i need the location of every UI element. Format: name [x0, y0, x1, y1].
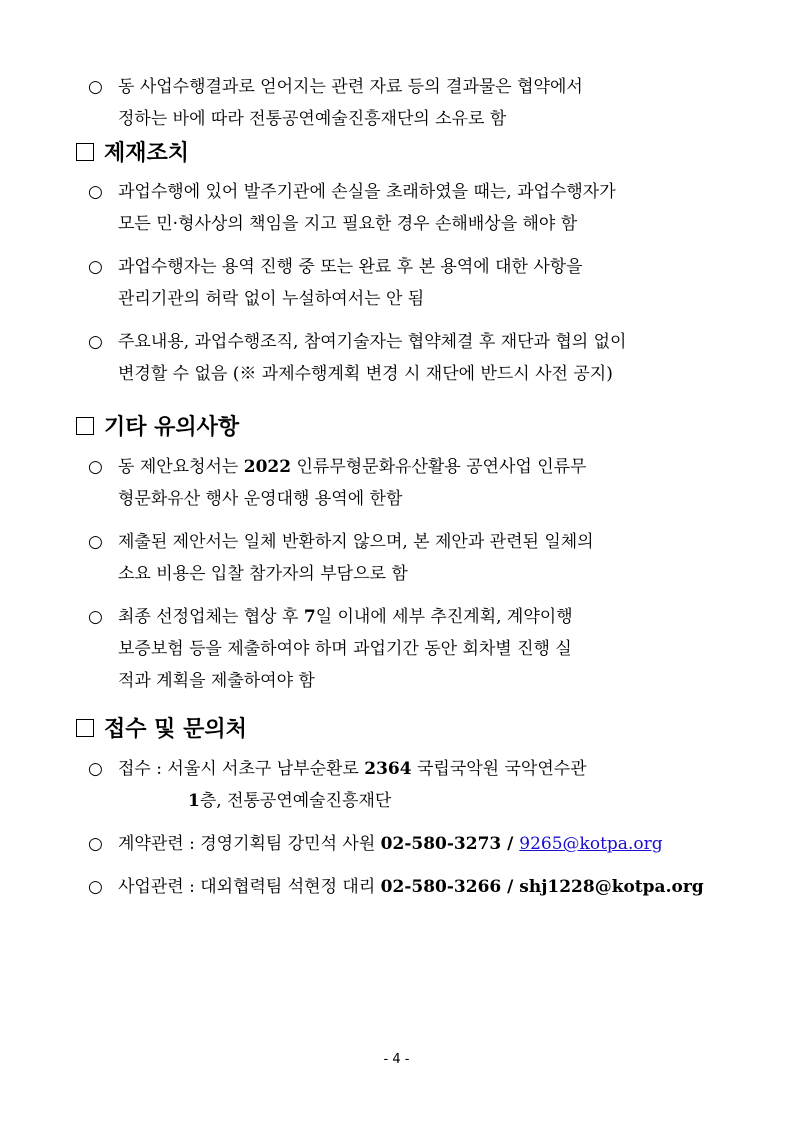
bullet-icon: ○: [88, 607, 103, 627]
business-email: shj1228@kotpa.org: [519, 877, 704, 897]
bullet-icon: ○: [88, 877, 103, 897]
bullet-icon: ○: [88, 457, 103, 477]
list-item: ○ 동 제안요청서는 2022 인류무형문화유산활용 공연사업 인류무: [88, 457, 587, 477]
list-item: ○ 제출된 제안서는 일체 반환하지 않으며, 본 제안과 관련된 일체의: [88, 532, 594, 552]
checkbox-square-icon: [76, 417, 94, 435]
checkbox-square-icon: [76, 719, 94, 737]
contract-email-link[interactable]: 9265@kotpa.org: [519, 834, 663, 854]
bullet-icon: ○: [88, 257, 103, 277]
checkbox-square-icon: [76, 143, 94, 161]
list-item: ○ 최종 선정업체는 협상 후 7일 이내에 세부 추진계획, 계약이행: [88, 607, 573, 627]
contract-phone: 02-580-3273: [380, 834, 502, 854]
list-item: ○ 주요내용, 과업수행조직, 참여기술자는 협약체결 후 재단과 협의 없이: [88, 332, 627, 352]
list-item: ○ 과업수행에 있어 발주기관에 손실을 초래하였을 때는, 과업수행자가: [88, 182, 616, 202]
contract-contact-line: ○ 계약관련 : 경영기획팀 강민석 사원 02-580-3273 / 9265@kotpa.org: [88, 834, 663, 854]
list-item-cont: 보증보험 등을 제출하여야 하며 과업기간 동안 회차별 진행 실: [118, 639, 572, 659]
intro-line-2: 정하는 바에 따라 전통공연예술진흥재단의 소유로 함: [118, 109, 507, 129]
bullet-icon: ○: [88, 77, 103, 97]
contact-heading: 접수 및 문의처: [76, 716, 247, 744]
notes-heading: 기타 유의사항: [76, 414, 239, 442]
list-item-cont: 관리기관의 허락 없이 누설하여서는 안 됨: [118, 289, 425, 309]
bullet-icon: ○: [88, 182, 103, 202]
list-item-cont: 모든 민·형사상의 책임을 지고 필요한 경우 손해배상을 해야 함: [118, 214, 578, 234]
list-item: ○ 과업수행자는 용역 진행 중 또는 완료 후 본 용역에 대한 사항을: [88, 257, 583, 277]
list-item-cont: 변경할 수 없음 (※ 과제수행계획 변경 시 재단에 반드시 사전 공지): [118, 364, 613, 384]
list-item-cont: 적과 계획을 제출하여야 함: [118, 671, 315, 691]
reception-line: ○ 접수 : 서울시 서초구 남부순환로 2364 국립국악원 국악연수관: [88, 759, 587, 779]
business-phone: 02-580-3266: [380, 877, 502, 897]
bullet-icon: ○: [88, 532, 103, 552]
bullet-icon: ○: [88, 759, 103, 779]
sanctions-heading: 제재조치: [76, 140, 189, 168]
bullet-icon: ○: [88, 332, 103, 352]
business-contact-line: ○ 사업관련 : 대외협력팀 석현정 대리 02-580-3266 / shj1228@kotpa.org: [88, 877, 704, 897]
bullet-icon: ○: [88, 834, 103, 854]
intro-line-1: ○ 동 사업수행결과로 얻어지는 관련 자료 등의 결과물은 협약에서: [88, 77, 583, 97]
list-item-cont: 형문화유산 행사 운영대행 용역에 한함: [118, 489, 403, 509]
reception-line-2: 1층, 전통공연예술진흥재단: [188, 791, 392, 811]
page-number: - 4 -: [383, 1052, 410, 1067]
list-item-cont: 소요 비용은 입찰 참가자의 부담으로 함: [118, 564, 408, 584]
